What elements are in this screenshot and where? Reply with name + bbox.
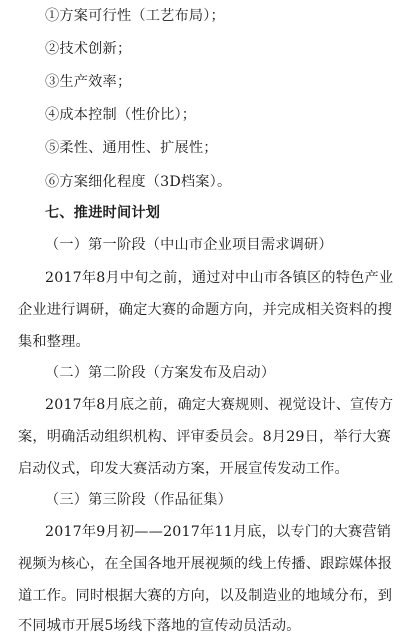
stage-3-paragraph-line: 道工作。同时根据大赛的方向，以及制造业的地域分布，到 [18,588,393,604]
criterion-2: ②技术创新； [45,41,132,57]
criterion-3: ③生产效率； [45,74,132,90]
stage-3-heading: （三）第三阶段（作品征集） [45,492,233,508]
stage-2-paragraph-line: 2017年8月底之前，确定大赛规则、视觉设计、宣传方 [45,397,394,413]
criterion-6: ⑥方案细化程度（3D档案）。 [45,174,232,190]
stage-3-paragraph-line: 不同城市开展5场线下落地的宣传动员活动。 [18,618,301,634]
section-title: 七、推进时间计划 [45,205,161,221]
stage-2-heading: （二）第二阶段（方案发布及启动） [45,365,276,381]
stage-3-paragraph-line: 2017年9月初——2017年11月底，以专门的大赛营销 [45,524,392,540]
criterion-4: ④成本控制（性价比）； [45,107,197,123]
stage-2-paragraph-line: 案，明确活动组织机构、评审委员会。8月29日，举行大赛 [18,429,391,445]
stage-1-paragraph-line: 2017年8月中旬之前，通过对中山市各镇区的特色产业 [45,270,394,286]
criterion-5: ⑤柔性、通用性、扩展性； [45,140,218,156]
stage-1-paragraph-line: 企业进行调研，确定大赛的命题方向，并完成相关资料的搜 [18,302,393,318]
stage-3-paragraph-line: 视频为核心，在全国各地开展视频的线上传播、跟踪媒体报 [18,556,393,572]
criterion-1: ①方案可行性（工艺布局）； [45,8,225,24]
stage-1-heading: （一）第一阶段（中山市企业项目需求调研） [45,237,333,253]
stage-1-paragraph-line: 集和整理。 [18,334,90,350]
stage-2-paragraph-line: 启动仪式，印发大赛活动方案，开展宣传发动工作。 [18,461,349,477]
